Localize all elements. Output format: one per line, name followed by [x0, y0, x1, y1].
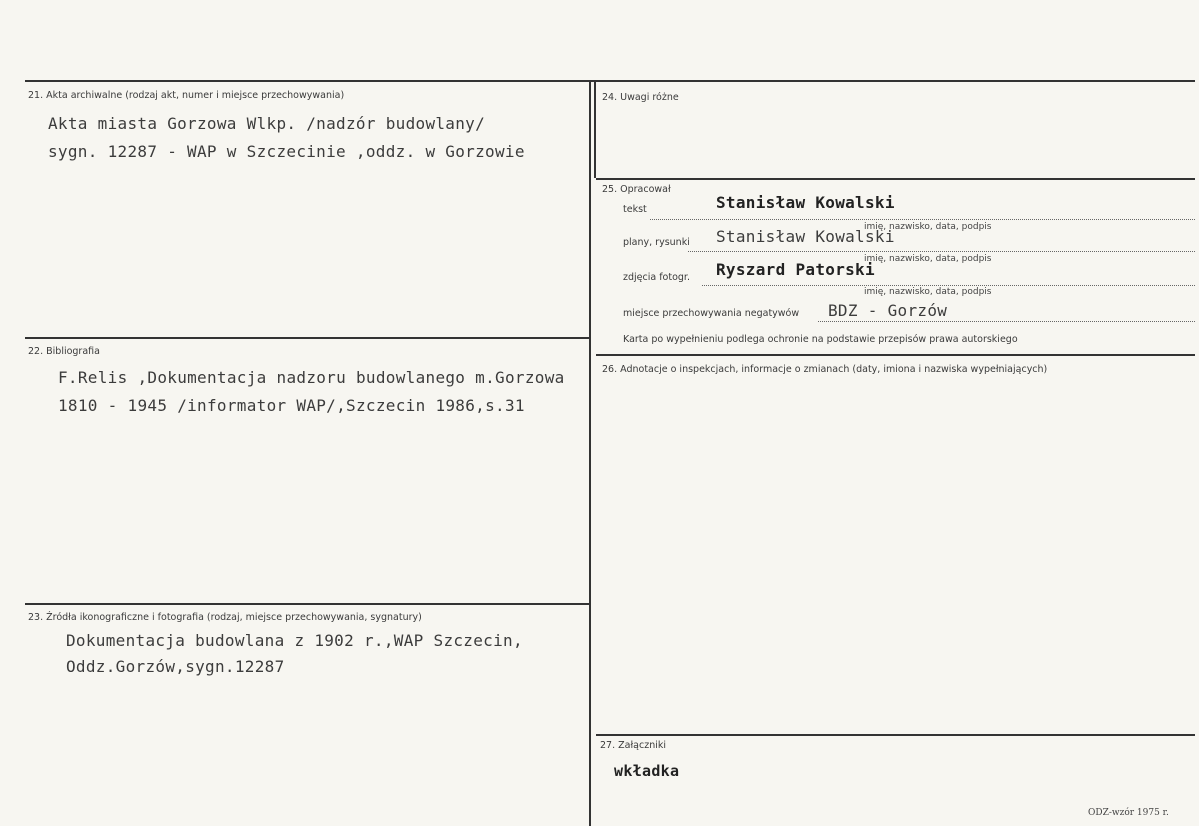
karta-note: Karta po wypełnieniu podlega ochronie na podstawie przepisów prawa autorskiego	[623, 334, 1018, 345]
rule-21-22	[25, 337, 590, 339]
negatywy-value: BDZ - Gorzów	[828, 301, 948, 320]
tekst-value: Stanisław Kowalski	[716, 193, 895, 212]
section-23-label: 23. Źródła ikonograficzne i fotografia (rodzaj, miejsce przechowywania, sygnatury)	[28, 612, 422, 623]
rule-24-25	[596, 178, 1195, 180]
zdjecia-label: zdjęcia fotogr.	[623, 272, 690, 283]
right-column-divider	[594, 82, 596, 178]
rule-26-27	[596, 734, 1195, 736]
form-id: ODZ-wzór 1975 r.	[1088, 808, 1169, 818]
section-22-line-1: F.Relis ,Dokumentacja nadzoru budowlanego m.Gorzowa	[58, 368, 565, 387]
top-rule	[25, 80, 1195, 82]
section-27-value: wkładka	[614, 762, 680, 780]
section-24-label: 24. Uwagi różne	[602, 92, 679, 103]
section-21-label: 21. Akta archiwalne (rodzaj akt, numer i miejsce przechowywania)	[28, 90, 345, 101]
tekst-label: tekst	[623, 204, 647, 215]
zdjecia-dotted-line	[702, 285, 1195, 286]
section-25-label: 25. Opracował	[602, 184, 671, 195]
negatywy-dotted-line	[818, 321, 1195, 322]
section-23-line-2: Oddz.Gorzów,sygn.12287	[66, 657, 285, 676]
center-divider	[589, 80, 591, 826]
section-23-line-1: Dokumentacja budowlana z 1902 r.,WAP Szczecin,	[66, 631, 523, 650]
section-26-label: 26. Adnotacje o inspekcjach, informacje o zmianach (daty, imiona i nazwiska wypełniających)	[602, 364, 1048, 375]
section-22-line-2: 1810 - 1945 /informator WAP/,Szczecin 1986,s.31	[58, 396, 525, 415]
rule-22-23	[25, 603, 590, 605]
rule-25-26	[596, 354, 1195, 356]
plany-hint: imię, nazwisko, data, podpis	[864, 254, 992, 264]
negatywy-label: miejsce przechowywania negatywów	[623, 308, 800, 319]
zdjecia-value: Ryszard Patorski	[716, 260, 875, 279]
tekst-dotted-line	[650, 219, 1195, 220]
section-21-line-1: Akta miasta Gorzowa Wlkp. /nadzór budowlany/	[48, 114, 486, 133]
plany-value: Stanisław Kowalski	[716, 227, 895, 246]
section-27-label: 27. Załączniki	[600, 740, 666, 751]
plany-label: plany, rysunki	[623, 237, 690, 248]
section-22-label: 22. Bibliografia	[28, 346, 100, 357]
plany-dotted-line	[688, 251, 1195, 252]
tekst-hint: imię, nazwisko, data, podpis	[864, 222, 992, 232]
section-21-line-2: sygn. 12287 - WAP w Szczecinie ,oddz. w Gorzowie	[48, 142, 525, 161]
zdjecia-hint: imię, nazwisko, data, podpis	[864, 287, 992, 297]
